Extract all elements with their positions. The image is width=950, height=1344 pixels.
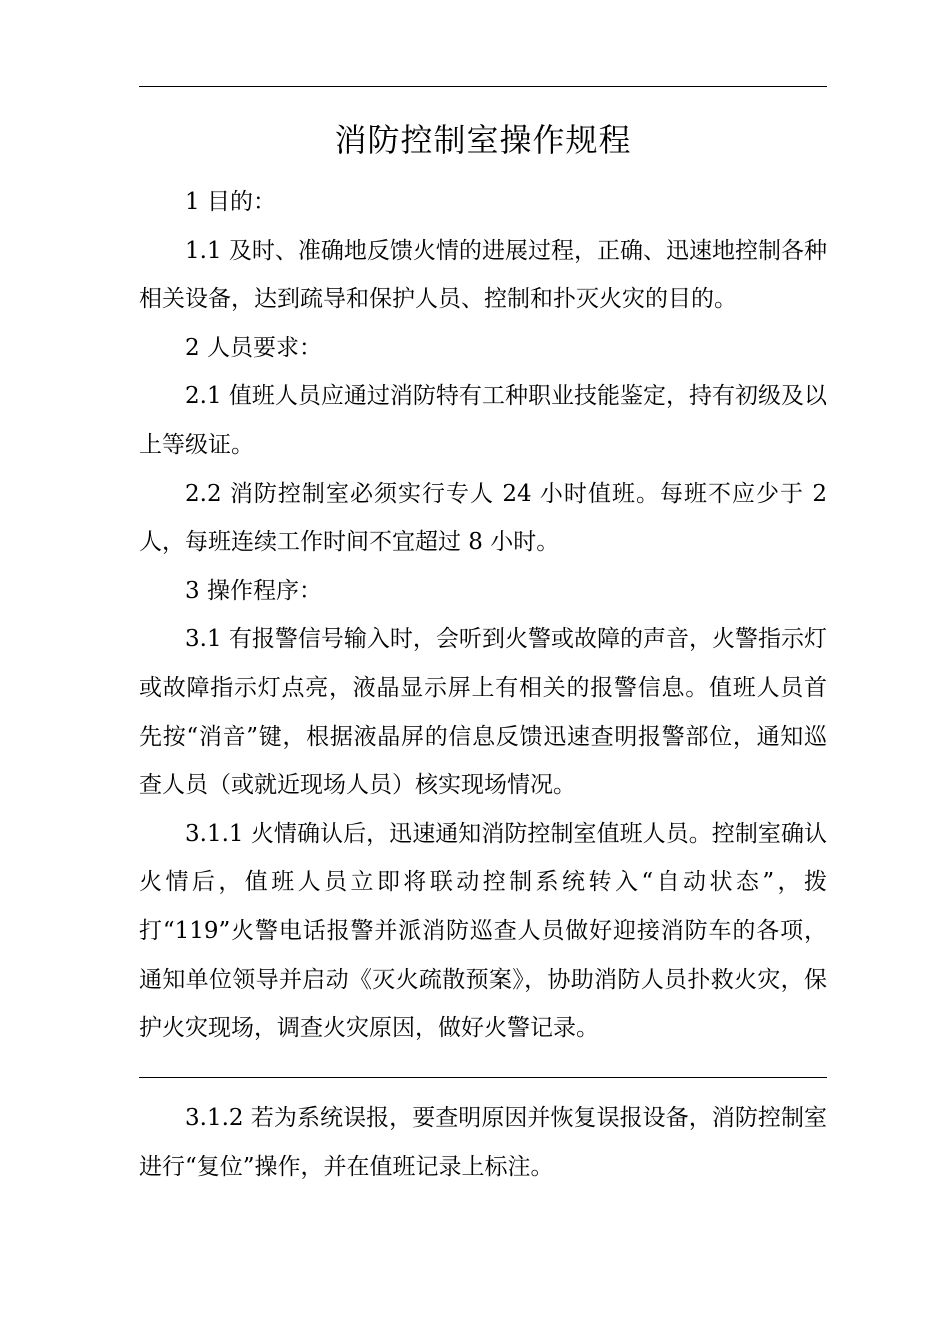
- paragraph-2-1: 2.1 值班人员应通过消防特有工种职业技能鉴定，持有初级及以上等级证。: [139, 383, 827, 458]
- paragraph-3-1: 3.1 有报警信号输入时，会听到火警或故障的声音，火警指示灯或故障指示灯点亮，液晶显示屏上有相关的报警信息。值班人员首先按“消音”键，根据液晶屏的信息反馈迅速查明报警部位，通知巡查人员（或就近现场人员）核实现场情况。: [139, 626, 827, 799]
- document-body: [139, 178, 827, 1053]
- paragraph-3-1-2: 3.1.2 若为系统误报，要查明原因并恢复误报设备，消防控制室进行“复位”操作，并在值班记录上标注。: [139, 1105, 827, 1180]
- top-divider: [139, 86, 827, 87]
- section-heading-3: 3 操作程序：: [185, 577, 322, 604]
- section-heading-2: 2 人员要求：: [185, 334, 322, 361]
- paragraph-2-2: 2.2 消防控制室必须实行专人 24 小时值班。每班不应少于 2 人，每班连续工作时间不宜超过 8 小时。: [139, 480, 827, 556]
- page-break-divider: [139, 1077, 827, 1078]
- section-heading-1: 1 目的：: [185, 189, 276, 215]
- paragraph-1-1: 1.1 及时、准确地反馈火情的进展过程，正确、迅速地控制各种相关设备，达到疏导和保护人员、控制和扑灭火灾的目的。: [139, 237, 827, 313]
- document-body-continued: [139, 1094, 827, 1191]
- paragraph-3-1-1: 3.1.1 火情确认后，迅速通知消防控制室值班人员。控制室确认火情后，值班人员立即将联动控制系统转入“自动状态”，拨打“119”火警电话报警并派消防巡查人员做好迎接消防车的各项，通知单位领导并启动《灭火疏散预案》，协助消防人员扑救火灾，保护火灾现场，调查火灾原因，做好火警记录。: [139, 820, 827, 1042]
- document-title: 消防控制室操作规程: [334, 121, 632, 159]
